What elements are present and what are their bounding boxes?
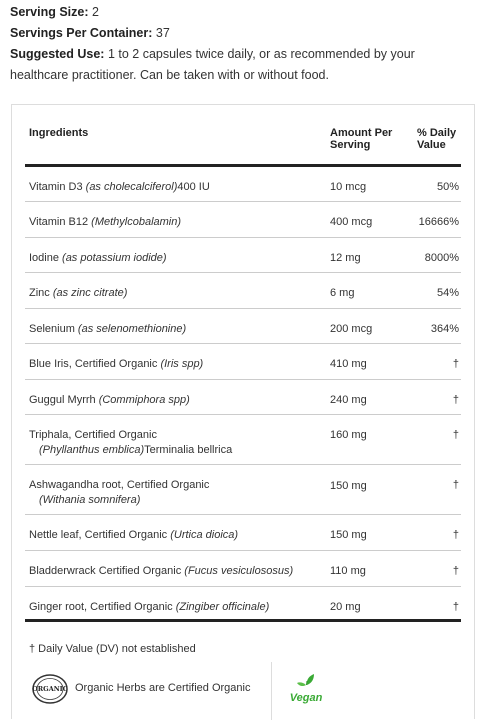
ingredient-source: (Zingiber officinale) bbox=[175, 601, 270, 613]
ingredient-name: Nettle leaf, Certified Organic (Urtica dioica) bbox=[29, 529, 239, 541]
ingredient-name: Ginger root, Certified Organic (Zingiber officinale) bbox=[29, 601, 270, 613]
daily-value-footnote: † Daily Value (DV) not established bbox=[29, 643, 196, 655]
table-row bbox=[25, 202, 461, 238]
amount-per-serving: 110 mg bbox=[330, 565, 366, 577]
suggested-use: Suggested Use: 1 to 2 capsules twice daily, or as recommended by your healthcare practitioner. Can be taken with or without food. bbox=[10, 47, 415, 82]
header-amount: Amount Per Serving bbox=[330, 127, 393, 151]
ingredient-source: (Phyllanthus emblica) bbox=[39, 444, 145, 456]
ingredient-name: Bladderwrack Certified Organic (Fucus vesiculososus) bbox=[29, 565, 294, 577]
supplement-facts-panel bbox=[11, 104, 475, 719]
table-row bbox=[25, 238, 461, 273]
table-row bbox=[25, 465, 461, 515]
ingredient-source: (as selenomethionine) bbox=[77, 323, 187, 335]
table-row bbox=[25, 344, 461, 380]
ingredient-source: (Fucus vesiculososus) bbox=[184, 565, 294, 577]
table-row bbox=[25, 380, 461, 415]
daily-value: † bbox=[452, 565, 459, 577]
product-info bbox=[0, 0, 480, 86]
ingredient-name: Ashwagandha root, Certified Organic (Withania somnifera) bbox=[29, 479, 210, 506]
ingredient-name: Triphala, Certified Organic (Phyllanthus emblica)Terminalia bellrica bbox=[29, 429, 233, 456]
ingredient-name: Vitamin D3 (as cholecalciferol)400 IU bbox=[29, 181, 210, 193]
ingredient-source: (Commiphora spp) bbox=[98, 394, 190, 406]
amount-per-serving: 12 mg bbox=[330, 252, 361, 264]
header-daily-value: % Daily Value bbox=[417, 127, 457, 151]
daily-value: 54% bbox=[436, 287, 459, 299]
footer-divider bbox=[271, 662, 272, 720]
daily-value: † bbox=[452, 394, 459, 406]
daily-value: † bbox=[452, 601, 459, 613]
amount-per-serving: 150 mg bbox=[330, 529, 367, 541]
daily-value: † bbox=[452, 529, 459, 541]
amount-per-serving: 200 mcg bbox=[330, 323, 373, 335]
table-row bbox=[25, 587, 461, 622]
ingredient-name: Guggul Myrrh (Commiphora spp) bbox=[29, 394, 190, 406]
table-header bbox=[25, 119, 461, 167]
amount-per-serving: 6 mg bbox=[330, 287, 355, 299]
table-row bbox=[25, 551, 461, 587]
ingredient-name: Zinc (as zinc citrate) bbox=[29, 287, 128, 299]
table-row bbox=[25, 515, 461, 551]
table-row bbox=[25, 309, 461, 344]
vegan-leaf-icon bbox=[286, 671, 326, 707]
certification-footer bbox=[28, 662, 468, 720]
amount-per-serving: 10 mcg bbox=[330, 181, 367, 193]
svg-text:Vegan: Vegan bbox=[289, 692, 323, 704]
serving-size: Serving Size: 2 bbox=[10, 5, 99, 19]
daily-value: 50% bbox=[436, 181, 459, 193]
ingredient-name: Selenium (as selenomethionine) bbox=[29, 323, 187, 335]
organic-statement: Organic Herbs are Certified Organic bbox=[75, 682, 251, 694]
ingredient-source: (as potassium iodide) bbox=[62, 252, 167, 264]
daily-value: 8000% bbox=[424, 252, 459, 264]
amount-per-serving: 150 mg bbox=[330, 480, 367, 492]
daily-value: † bbox=[452, 429, 459, 441]
ingredient-name: Vitamin B12 (Methylcobalamin) bbox=[29, 216, 182, 228]
amount-per-serving: 240 mg bbox=[330, 394, 367, 406]
ingredient-source: (Urtica dioica) bbox=[170, 529, 239, 541]
daily-value: 16666% bbox=[418, 216, 459, 228]
daily-value: † bbox=[452, 479, 459, 491]
amount-per-serving: 20 mg bbox=[330, 601, 361, 613]
amount-per-serving: 160 mg bbox=[330, 429, 367, 441]
table-row bbox=[25, 273, 461, 309]
ingredients-table bbox=[25, 119, 461, 622]
ingredient-name: Iodine (as potassium iodide) bbox=[29, 252, 167, 264]
ingredient-source: (Methylcobalamin) bbox=[91, 216, 182, 228]
table-row bbox=[25, 167, 461, 202]
amount-per-serving: 410 mg bbox=[330, 358, 367, 370]
servings-per-container: Servings Per Container: 37 bbox=[10, 26, 170, 40]
ingredient-source: (Withania somnifera) bbox=[39, 494, 141, 506]
table-row bbox=[25, 415, 461, 465]
amount-per-serving: 400 mcg bbox=[330, 216, 373, 228]
ingredient-source: (as cholecalciferol) bbox=[85, 181, 178, 193]
organic-seal-icon bbox=[32, 674, 68, 704]
daily-value: 364% bbox=[430, 323, 459, 335]
svg-text:ORGANIC: ORGANIC bbox=[32, 685, 68, 693]
ingredient-source: (as zinc citrate) bbox=[52, 287, 128, 299]
header-ingredients: Ingredients bbox=[29, 127, 89, 139]
ingredient-name: Blue Iris, Certified Organic (Iris spp) bbox=[29, 358, 204, 370]
daily-value: † bbox=[452, 358, 459, 370]
ingredient-source: (Iris spp) bbox=[160, 358, 204, 370]
